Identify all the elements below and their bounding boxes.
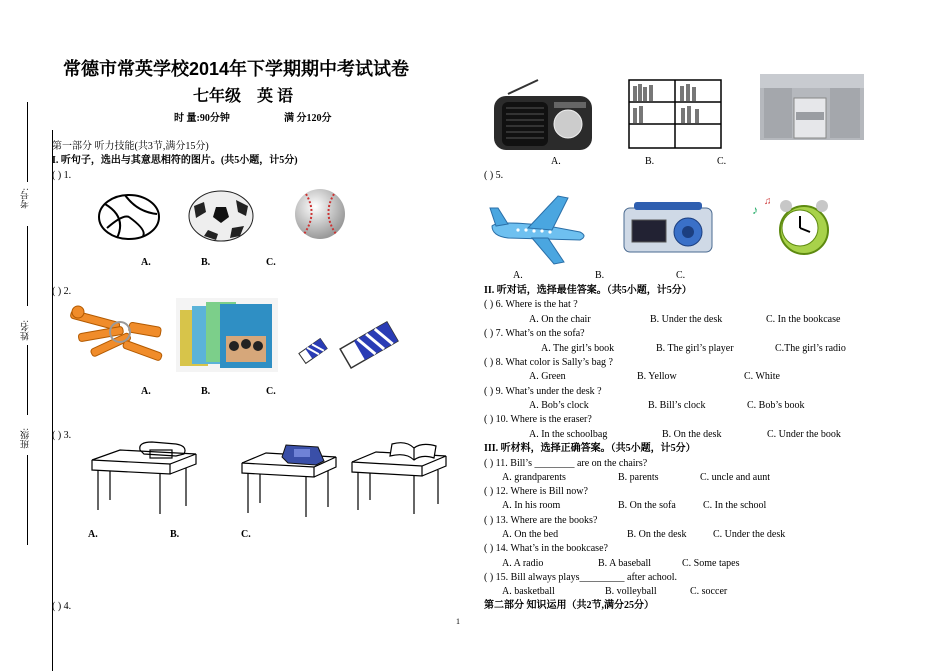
part1-heading: 第一部分 听力技能(共3节,满分15分) bbox=[52, 141, 209, 152]
q4-option-b: B. bbox=[645, 156, 655, 167]
q12-option-a: A. In his room bbox=[502, 500, 561, 511]
question-2-label: ( ) 2. bbox=[52, 286, 72, 297]
q1-option-c: C. bbox=[266, 257, 276, 268]
q14-option-a: A. A radio bbox=[502, 558, 544, 569]
q3-option-b: B. bbox=[170, 529, 180, 540]
q1-option-b: B. bbox=[201, 257, 211, 268]
q8-option-a: A. Green bbox=[529, 371, 566, 382]
desk-telephone-icon bbox=[90, 440, 200, 516]
q4-option-c: C. bbox=[717, 156, 727, 167]
q10-option-b: B. On the desk bbox=[662, 429, 722, 440]
q12-option-b: B. On the sofa bbox=[618, 500, 676, 511]
binding-line bbox=[52, 130, 53, 671]
q7-option-a: A. The girl’s book bbox=[541, 343, 615, 354]
q7-option-b: B. The girl’s player bbox=[656, 343, 734, 354]
q9-option-b: B. Bill’s clock bbox=[648, 400, 706, 411]
q8-option-c: C. White bbox=[744, 371, 780, 382]
score-label: 满 分120分 bbox=[284, 113, 332, 124]
q6-option-b: B. Under the desk bbox=[650, 314, 723, 325]
part2-heading: 第二部分 知识运用（共2节,满分25分） bbox=[484, 600, 654, 611]
books-icon bbox=[176, 298, 278, 372]
eraser-large-icon bbox=[340, 322, 398, 368]
section3-heading: III. 听材料，选择正确答案。（共5小题，计5分） bbox=[484, 443, 696, 454]
q13-stem: ( ) 13. Where are the books? bbox=[484, 515, 598, 526]
q11-option-b: B. parents bbox=[618, 472, 659, 483]
eraser-small-icon bbox=[298, 336, 328, 366]
q14-option-b: B. A baseball bbox=[598, 558, 652, 569]
q11-option-a: A. grandparents bbox=[502, 472, 566, 483]
subject-title: 七年级 英 语 bbox=[193, 88, 294, 105]
airplane-icon bbox=[488, 192, 592, 266]
question-1-label: ( ) 1. bbox=[52, 170, 72, 181]
name-label: 姓名: bbox=[20, 320, 30, 341]
q6-option-c: C. In the bookcase bbox=[766, 314, 841, 325]
page-title: 常德市常英学校2014年下学期期中考试试卷 bbox=[63, 59, 410, 79]
q7-stem: ( ) 7. What’s on the sofa? bbox=[484, 328, 585, 339]
svg-text:♪: ♪ bbox=[752, 203, 758, 217]
name-blank-top bbox=[27, 226, 28, 306]
svg-text:♫: ♫ bbox=[764, 196, 772, 207]
q15-option-b: B. volleyball bbox=[605, 586, 657, 597]
q15-option-c: C. soccer bbox=[690, 586, 728, 597]
desk-schoolbag-icon bbox=[240, 445, 340, 517]
q2-option-b: B. bbox=[201, 386, 211, 397]
keys-icon bbox=[70, 300, 170, 375]
q9-option-c: C. Bob’s book bbox=[747, 400, 805, 411]
alarm-clock-icon bbox=[752, 196, 844, 256]
q15-stem: ( ) 15. Bill always plays_________ after achool. bbox=[484, 572, 678, 583]
q4-option-a: A. bbox=[551, 156, 561, 167]
volleyball-icon bbox=[97, 192, 161, 242]
tape-player-icon bbox=[622, 200, 714, 254]
q13-option-c: C. Under the desk bbox=[713, 529, 786, 540]
q10-option-a: A. In the schoolbag bbox=[529, 429, 608, 440]
q13-option-a: A. On the bed bbox=[502, 529, 559, 540]
section2-heading: II. 听对话，选择最佳答案。（共5小题，计5分） bbox=[484, 285, 692, 296]
q5-option-c: C. bbox=[676, 270, 686, 281]
q2-option-c: C. bbox=[266, 386, 276, 397]
q14-option-c: C. Some tapes bbox=[682, 558, 740, 569]
soccer-ball-icon bbox=[188, 190, 254, 242]
q1-option-a: A. bbox=[141, 257, 151, 268]
radio-icon bbox=[488, 76, 598, 152]
desk-book-icon bbox=[350, 440, 450, 514]
q3-option-c: C. bbox=[241, 529, 251, 540]
question-5-label: ( ) 5. bbox=[484, 170, 504, 181]
q6-stem: ( ) 6. Where is the hat ? bbox=[484, 299, 578, 310]
q8-option-b: B. Yellow bbox=[637, 371, 677, 382]
desk-furniture-icon bbox=[760, 72, 864, 144]
time-label: 时 量:90分钟 bbox=[174, 113, 230, 124]
q6-option-a: A. On the chair bbox=[529, 314, 591, 325]
q9-option-a: A. Bob’s clock bbox=[529, 400, 589, 411]
q5-option-b: B. bbox=[595, 270, 605, 281]
q11-option-c: C. uncle and aunt bbox=[700, 472, 770, 483]
q7-option-c: C.The girl’s radio bbox=[775, 343, 846, 354]
section1-heading: I. 听句子，选出与其意思相符的图片。(共5小题，计5分) bbox=[52, 155, 298, 166]
exam-no-label: 考号: bbox=[20, 188, 30, 209]
q10-stem: ( ) 10. Where is the eraser? bbox=[484, 414, 592, 425]
q11-stem: ( ) 11. Bill’s ________ are on the chairs? bbox=[484, 458, 648, 469]
q13-option-b: B. On the desk bbox=[627, 529, 687, 540]
question-4-label: ( ) 4. bbox=[52, 601, 72, 612]
exam-no-blank bbox=[27, 102, 28, 182]
q12-option-c: C. In the school bbox=[703, 500, 767, 511]
q8-stem: ( ) 8. What color is Sally’s bag ? bbox=[484, 357, 613, 368]
name-blank bbox=[27, 345, 28, 415]
baseball-icon bbox=[294, 188, 346, 240]
bookcase-icon bbox=[625, 78, 725, 152]
q15-option-a: A. basketball bbox=[502, 586, 555, 597]
q3-option-a: A. bbox=[88, 529, 98, 540]
q5-option-a: A. bbox=[513, 270, 523, 281]
q10-option-c: C. Under the book bbox=[767, 429, 841, 440]
q2-option-a: A. bbox=[141, 386, 151, 397]
class-label: 班级: bbox=[20, 428, 30, 449]
q12-stem: ( ) 12. Where is Bill now? bbox=[484, 486, 588, 497]
page-number: 1 bbox=[456, 617, 460, 626]
q14-stem: ( ) 14. What’s in the bookcase? bbox=[484, 543, 608, 554]
class-blank bbox=[27, 455, 28, 545]
q9-stem: ( ) 9. What’s under the desk ? bbox=[484, 386, 602, 397]
question-3-label: ( ) 3. bbox=[52, 430, 72, 441]
